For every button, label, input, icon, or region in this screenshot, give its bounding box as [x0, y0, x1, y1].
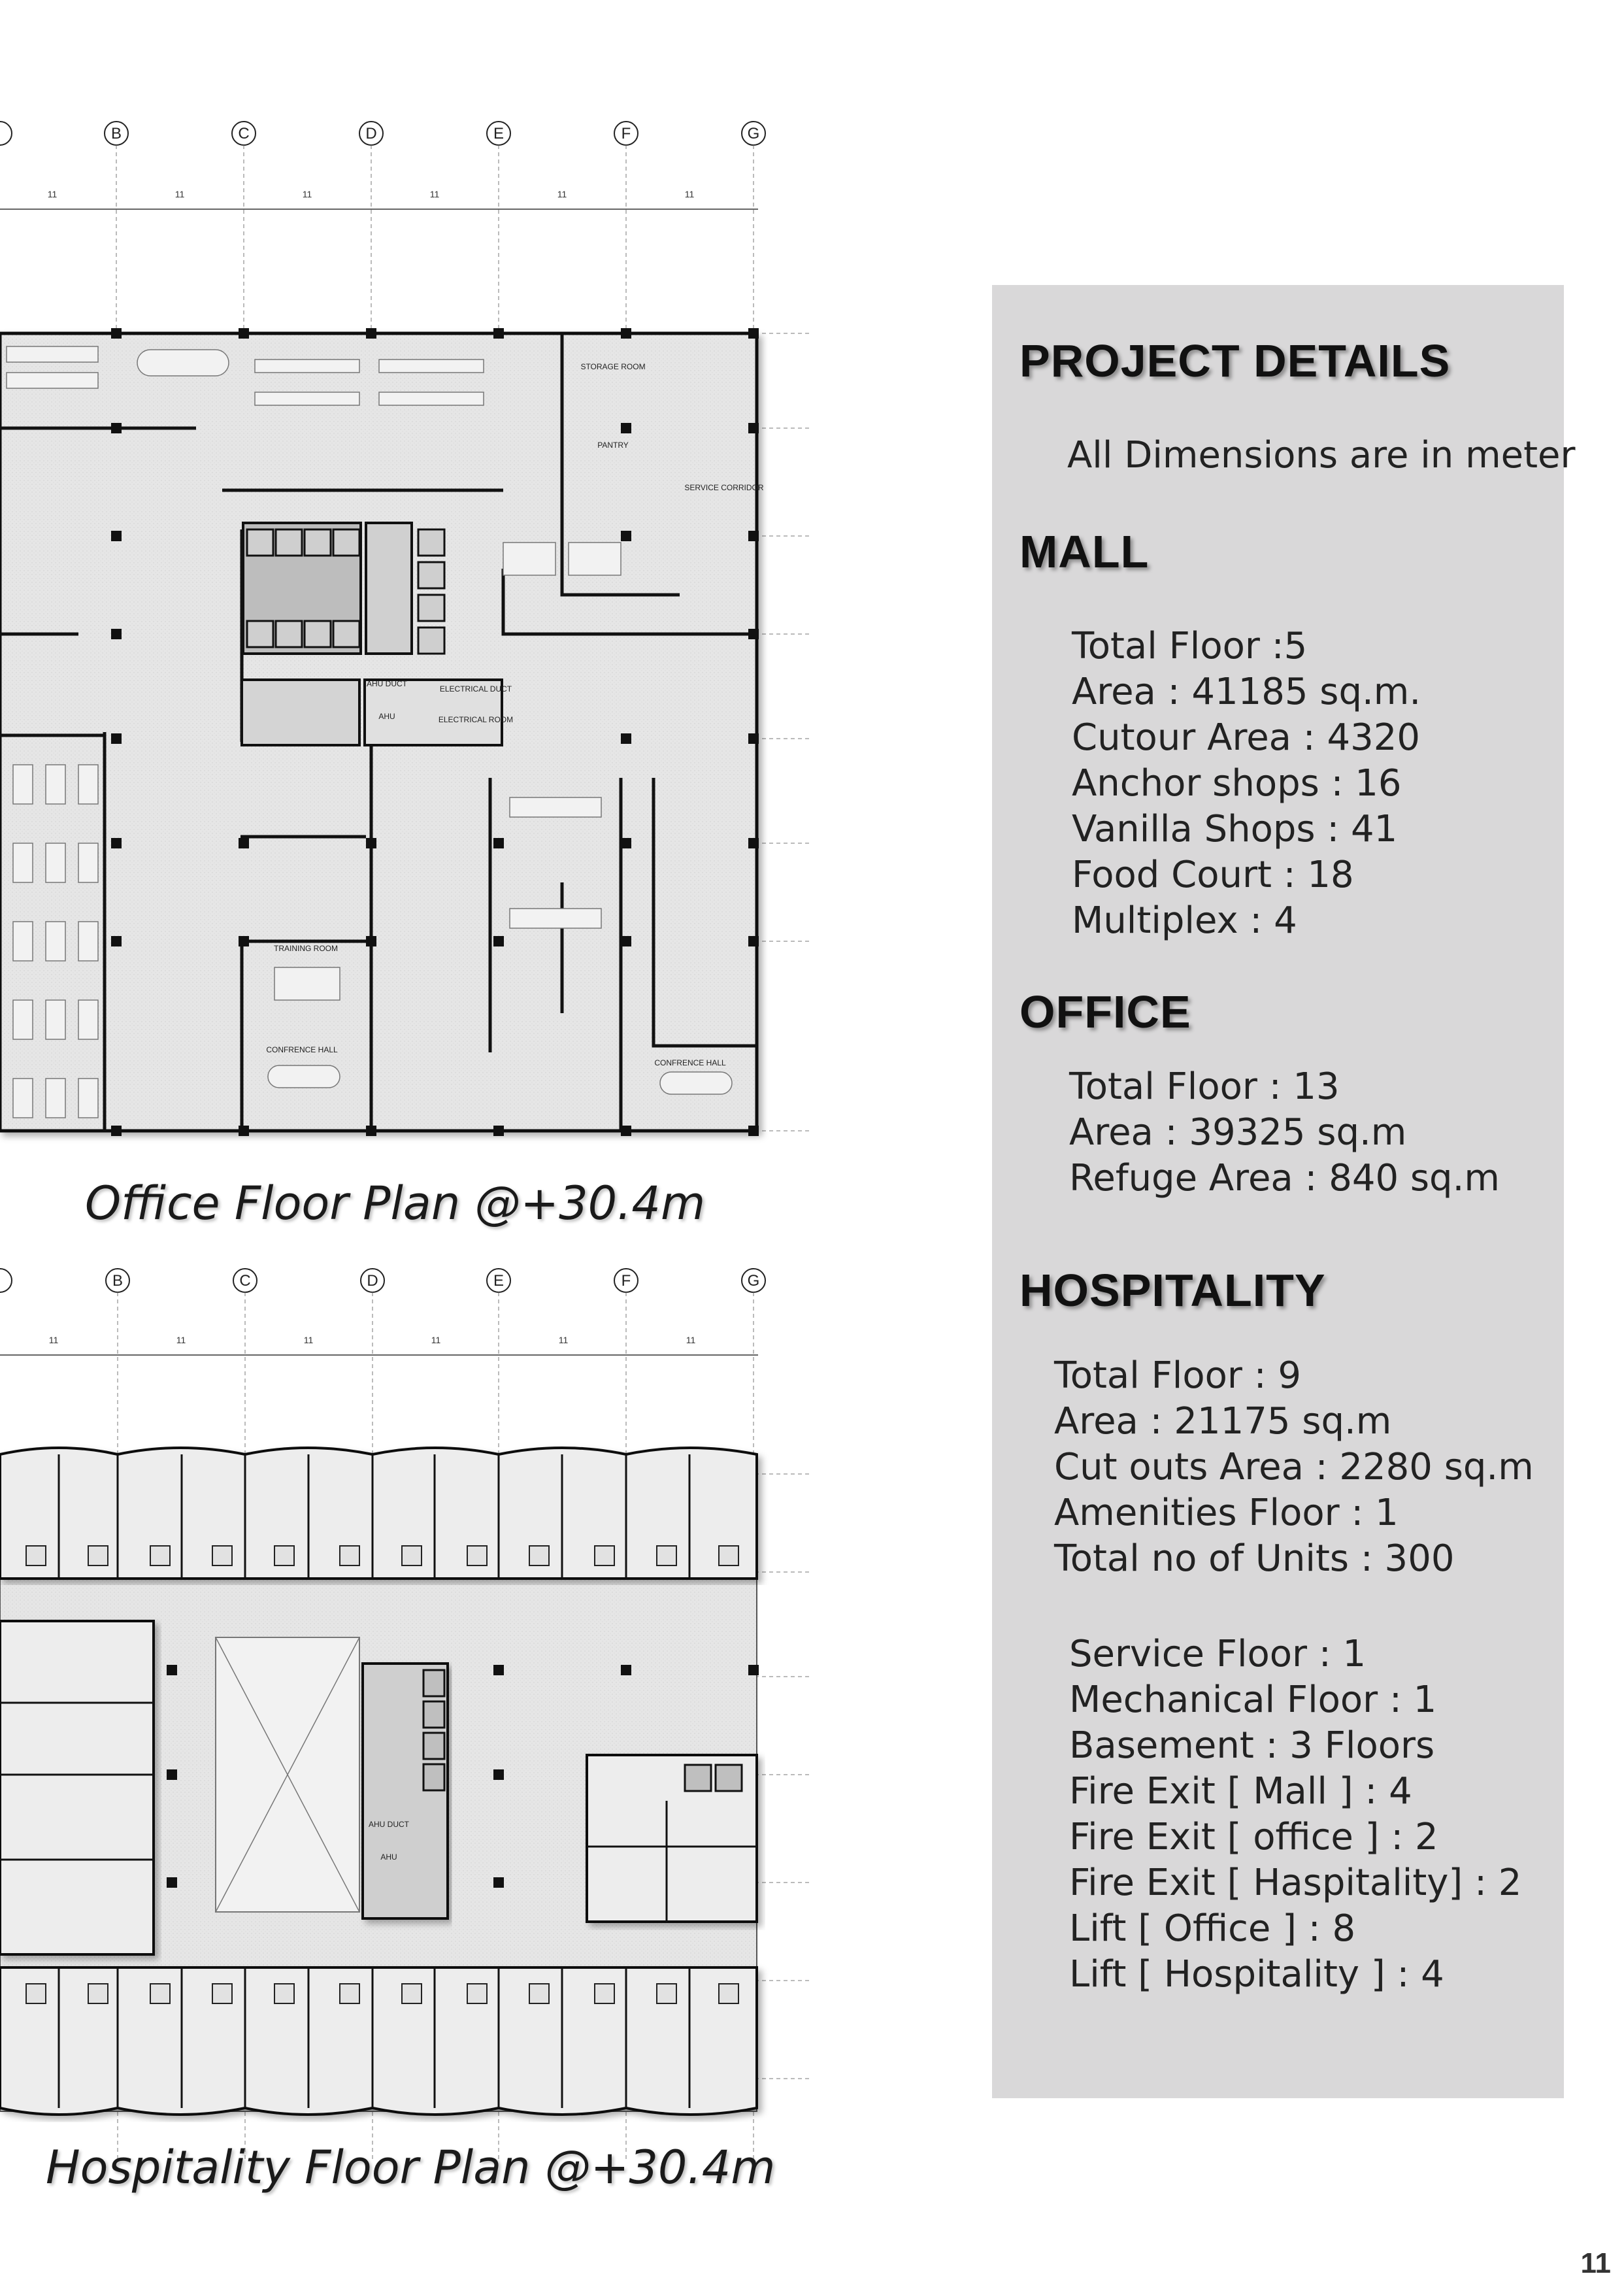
mall-item: Vanilla Shops : 41: [1072, 808, 1398, 850]
hosp-dim-3: 11: [303, 1335, 314, 1345]
hosp-room-ahu-duct: AHU DUCT: [369, 1820, 409, 1829]
room-conference-2: CONFRENCE HALL: [654, 1058, 726, 1067]
office-grid-f: F: [621, 125, 631, 142]
service-item: Lift [ Hospitality ] : 4: [1069, 1953, 1444, 1996]
hosp-grid-d: D: [367, 1272, 378, 1290]
mall-item: Area : 41185 sq.m.: [1072, 671, 1421, 713]
office-dim-4: 11: [429, 189, 440, 199]
mall-heading: MALL: [1019, 526, 1150, 577]
page-number: 11: [1580, 2247, 1611, 2279]
service-item: Basement : 3 Floors: [1069, 1724, 1435, 1767]
room-ahu: AHU: [378, 712, 395, 721]
hosp-grid-b: B: [112, 1272, 124, 1290]
hospitality-item: Total no of Units : 300: [1054, 1537, 1455, 1580]
service-item: Fire Exit [ office ] : 2: [1069, 1816, 1438, 1858]
hospitality-bottom-rooms: [0, 1967, 757, 2115]
room-storage: STORAGE ROOM: [580, 362, 646, 371]
hospitality-dimension-line: [0, 1335, 758, 1355]
hosp-dim-1: 11: [48, 1335, 59, 1345]
room-pantry: PANTRY: [597, 441, 629, 450]
hospitality-atrium-void: [216, 1637, 359, 1912]
office-item: Total Floor : 13: [1069, 1065, 1340, 1108]
hosp-room-ahu: AHU: [380, 1852, 397, 1862]
hosp-dim-2: 11: [176, 1335, 186, 1345]
office-grid-bubbles: [0, 122, 765, 145]
office-dim-3: 11: [302, 189, 312, 199]
hosp-dim-5: 11: [558, 1335, 569, 1345]
hospitality-item: Area : 21175 sq.m: [1054, 1400, 1392, 1443]
office-dimension-line: [0, 189, 758, 209]
project-details-panel: [992, 285, 1576, 2098]
project-details-title: PROJECT DETAILS: [1019, 335, 1451, 386]
office-grid-b: B: [110, 125, 122, 142]
service-item: Fire Exit [ Haspitality] : 2: [1069, 1862, 1522, 1904]
office-floor-plan: [0, 111, 810, 1157]
hosp-dim-4: 11: [431, 1335, 441, 1345]
office-dim-5: 11: [557, 189, 567, 199]
hospitality-plan-caption: Hospitality Floor Plan @+30.4m: [46, 2141, 776, 2194]
dimensions-note: All Dimensions are in meter: [1067, 434, 1576, 477]
room-training: TRAINING ROOM: [274, 944, 338, 953]
hospitality-item: Total Floor : 9: [1054, 1354, 1301, 1397]
office-core-stair: [366, 523, 412, 654]
office-grid-d: D: [365, 125, 377, 142]
office-heading: OFFICE: [1019, 986, 1191, 1037]
service-item: Fire Exit [ Mall ] : 4: [1069, 1770, 1412, 1813]
hosp-grid-f: F: [621, 1272, 631, 1290]
hospitality-grid-bubbles: [0, 1269, 765, 1292]
hospitality-heading: HOSPITALITY: [1019, 1265, 1326, 1316]
hospitality-floor-plan: [0, 1258, 810, 2186]
service-item: Mechanical Floor : 1: [1069, 1679, 1437, 1721]
mall-item: Cutour Area : 4320: [1072, 716, 1420, 759]
room-service-corridor: SERVICE CORRIDOR: [684, 483, 764, 492]
room-electrical: ELECTRICAL ROOM: [438, 715, 514, 724]
office-plan-caption: Office Floor Plan @+30.4m: [85, 1177, 706, 1230]
hospitality-left-wing: [0, 1621, 154, 1954]
hosp-grid-e: E: [493, 1272, 505, 1290]
office-grid-e: E: [493, 125, 505, 142]
office-item: Area : 39325 sq.m: [1069, 1111, 1407, 1154]
hospitality-top-rooms: [0, 1448, 757, 1579]
mall-item: Multiplex : 4: [1072, 899, 1297, 942]
hosp-dim-6: 11: [686, 1335, 696, 1345]
office-dim-1: 11: [47, 189, 58, 199]
hospitality-item: Cut outs Area : 2280 sq.m: [1054, 1446, 1534, 1488]
office-dim-2: 11: [174, 189, 185, 199]
office-stair-2: [242, 680, 359, 745]
room-conference-1: CONFRENCE HALL: [266, 1045, 338, 1054]
hosp-grid-c: C: [239, 1272, 251, 1290]
mall-item: Anchor shops : 16: [1072, 762, 1402, 805]
mall-item: Total Floor :5: [1072, 625, 1308, 667]
hosp-grid-g: G: [747, 1272, 760, 1290]
office-grid-c: C: [238, 125, 250, 142]
room-electrical-duct: ELECTRICAL DUCT: [439, 684, 512, 694]
room-ahu-duct: AHU DUCT: [367, 679, 407, 688]
office-item: Refuge Area : 840 sq.m: [1069, 1157, 1500, 1199]
office-grid-g: G: [747, 125, 760, 142]
office-dim-6: 11: [684, 189, 695, 199]
hospitality-item: Amenities Floor : 1: [1054, 1492, 1399, 1534]
office-plan-drawing: [0, 111, 810, 1157]
service-item: Service Floor : 1: [1069, 1633, 1367, 1675]
service-item: Lift [ Office ] : 8: [1069, 1907, 1356, 1950]
hospitality-plan-drawing: [0, 1258, 810, 2186]
mall-item: Food Court : 18: [1072, 854, 1354, 896]
